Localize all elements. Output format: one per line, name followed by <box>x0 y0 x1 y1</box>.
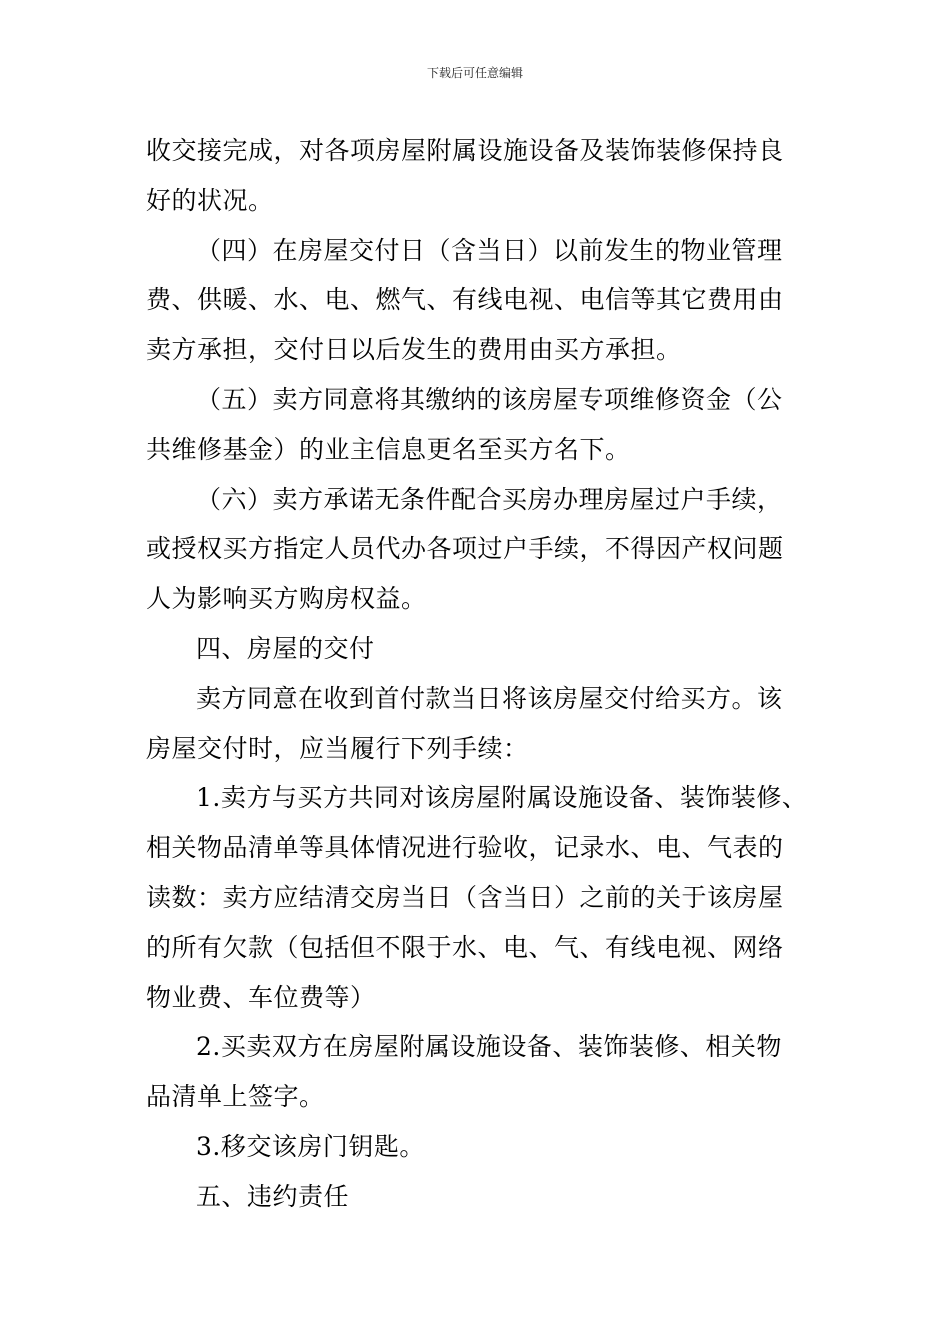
text-line: 或授权买方指定人员代办各项过户手续，不得因产权问题 <box>146 534 784 564</box>
section-heading: 五、违约责任 <box>196 1181 350 1211</box>
text-line: 收交接完成，对各项房屋附属设施设备及装饰装修保持良 <box>146 136 784 165</box>
text-line: 物业费、车位费等） <box>146 982 376 1012</box>
text-line: 1.卖方与买方共同对该房屋附属设施设备、装饰装修、 <box>196 783 808 813</box>
page-header: 下载后可任意编辑 <box>426 66 523 80</box>
text-line: 的所有欠款（包括但不限于水、电、气、有线电视、网络 <box>146 932 784 962</box>
text-line: 3.移交该房门钥匙。 <box>196 1131 425 1161</box>
text-line: （五）卖方同意将其缴纳的该房屋专项维修资金（公 <box>196 384 783 414</box>
text-line: 房屋交付时，应当履行下列手续： <box>146 733 529 763</box>
text-line: （四）在房屋交付日（含当日）以前发生的物业管理 <box>196 235 783 265</box>
text-line: 好的状况。 <box>146 185 274 215</box>
text-line: 共维修基金）的业主信息更名至买方名下。 <box>146 434 631 464</box>
text-line: 2.买卖双方在房屋附属设施设备、装饰装修、相关物 <box>196 1032 782 1062</box>
text-line: 卖方承担，交付日以后发生的费用由买方承担。 <box>146 335 682 365</box>
text-line: 卖方同意在收到首付款当日将该房屋交付给买方。该 <box>196 683 783 713</box>
section-heading: 四、房屋的交付 <box>196 633 375 663</box>
text-line: 人为影响买方购房权益。 <box>146 584 427 614</box>
document-body <box>146 126 826 1222</box>
text-line: 品清单上签字。 <box>146 1082 325 1112</box>
text-line: （六）卖方承诺无条件配合买房办理房屋过户手续， <box>196 484 783 514</box>
text-line: 读数：卖方应结清交房当日（含当日）之前的关于该房屋 <box>146 882 784 912</box>
text-line: 相关物品清单等具体情况进行验收，记录水、电、气表的 <box>146 833 784 863</box>
text-line: 费、供暖、水、电、燃气、有线电视、电信等其它费用由 <box>146 285 784 315</box>
